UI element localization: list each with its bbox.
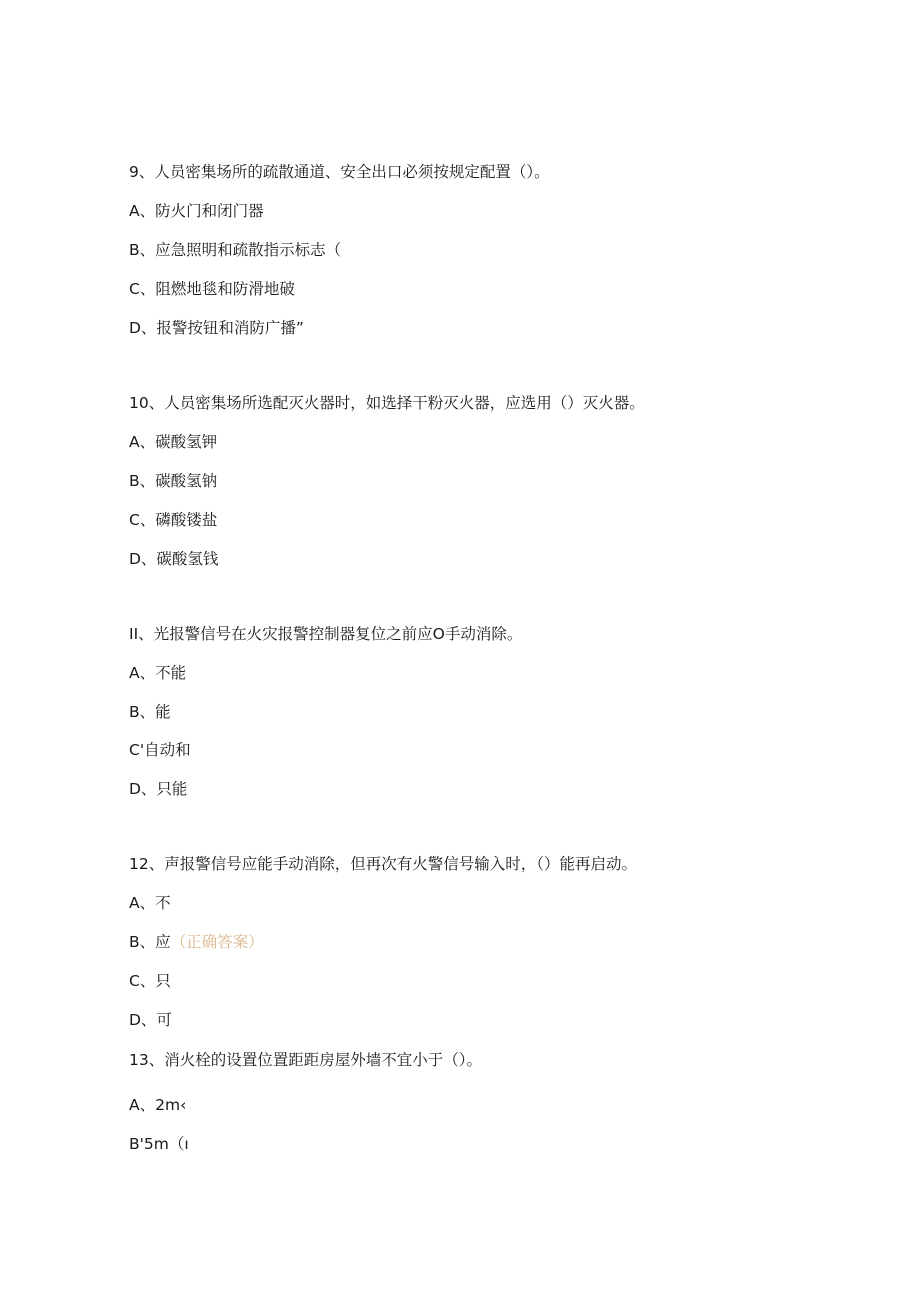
- question-13-option-a: A、2m‹: [129, 1096, 187, 1114]
- question-12-option-d: D、可: [129, 1011, 172, 1029]
- question-11-option-b: B、能: [129, 703, 171, 721]
- question-11-option-c: C'自动和: [129, 741, 191, 759]
- question-12-option-a: A、不: [129, 894, 171, 912]
- question-9-option-a: A、防火门和闭门器: [129, 202, 264, 220]
- question-10-option-b: B、碳酸氢钠: [129, 472, 218, 490]
- question-9-option-c: C、阻燃地毯和防滑地破: [129, 280, 295, 298]
- question-10-option-c: C、磷酸镂盐: [129, 511, 218, 529]
- question-12-option-b: [129, 932, 264, 952]
- question-12-option-c: C、只: [129, 972, 171, 990]
- question-13-stem: 13、消火栓的设置位置距距房屋外墙不宜小于（）。: [129, 1051, 482, 1069]
- question-10-stem: 10、人员密集场所选配灭火器时，如选择干粉灭火器，应选用（）灭火器。: [129, 394, 645, 412]
- question-13-option-b: B'5m（ı: [129, 1135, 189, 1153]
- question-10-option-a: A、碳酸氢钾: [129, 433, 218, 451]
- question-10-option-d: D、碳酸氢钱: [129, 550, 219, 568]
- question-9-option-b: B、应急照明和疏散指示标志（: [129, 241, 342, 259]
- question-11-stem: II、光报警信号在火灾报警控制器复位之前应O手动消除。: [129, 625, 523, 643]
- question-12-option-b-text: B、应: [129, 933, 171, 951]
- question-9-option-d: D、报警按钮和消防广播”: [129, 319, 304, 337]
- question-12-stem: 12、声报警信号应能手动消除，但再次有火警信号输入时，（）能再启动。: [129, 855, 637, 873]
- question-11-option-a: A、不能: [129, 664, 187, 682]
- correct-answer-note: （正确答案）: [170, 933, 264, 951]
- question-11-option-d: D、只能: [129, 780, 188, 798]
- question-9-stem: 9、人员密集场所的疏散通道、安全出口必须按规定配置（）。: [129, 163, 550, 181]
